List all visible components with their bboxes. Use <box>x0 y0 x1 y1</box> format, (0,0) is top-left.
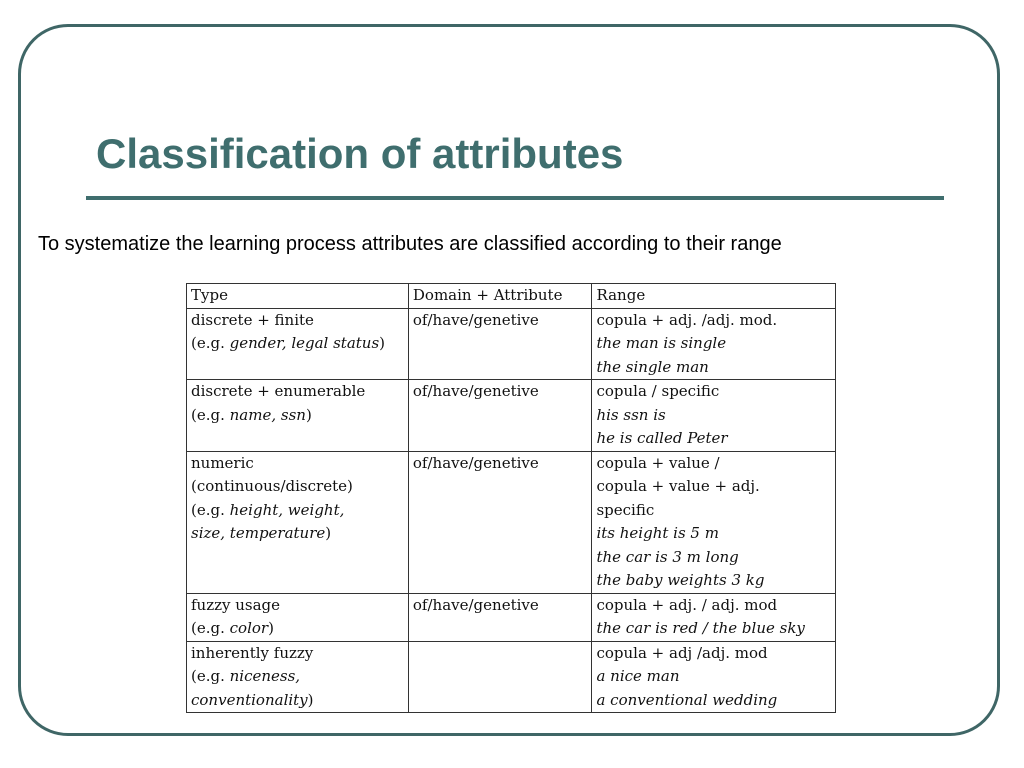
table-row <box>187 380 836 452</box>
range-example: the car is 3 m long <box>596 547 739 566</box>
title-underline <box>86 196 944 200</box>
type-example-line <box>191 522 404 546</box>
example-text: color <box>229 619 269 637</box>
range-line: specific <box>596 500 655 519</box>
example-text: niceness, <box>229 667 301 685</box>
table-row <box>187 451 836 593</box>
example-suffix: ) <box>307 690 314 709</box>
type-line: inherently fuzzy <box>191 643 314 662</box>
type-example-line <box>191 404 404 428</box>
type-cell <box>187 641 409 713</box>
range-example: a conventional wedding <box>596 690 778 709</box>
range-cell <box>592 308 836 380</box>
range-line: copula + adj. /adj. mod. <box>596 310 778 329</box>
example-text: height, weight, <box>229 500 345 519</box>
range-example: he is called Peter <box>596 429 728 447</box>
example-prefix: (e.g. <box>191 334 230 352</box>
example-suffix: ) <box>268 619 274 637</box>
type-line: (continuous/discrete) <box>191 477 353 495</box>
example-text: gender, legal status <box>229 334 380 352</box>
type-example-line <box>191 617 404 641</box>
range-example: the man is single <box>596 334 727 352</box>
example-prefix: (e.g. <box>191 405 230 424</box>
type-line: discrete + finite <box>191 310 314 329</box>
domain-cell: of/have/genetive <box>408 451 592 593</box>
table-row <box>187 641 836 713</box>
range-cell <box>592 451 836 593</box>
table-row <box>187 593 836 641</box>
type-line: fuzzy usage <box>191 595 281 614</box>
header-domain-attribute: Domain + Attribute <box>408 284 592 309</box>
slide-title: Classification of attributes <box>96 130 624 177</box>
range-cell <box>592 641 836 713</box>
example-prefix: (e.g. <box>191 667 230 685</box>
domain-cell <box>408 641 592 713</box>
header-range: Range <box>592 284 836 309</box>
domain-cell: of/have/genetive <box>408 308 592 380</box>
example-text: conventionality <box>191 690 308 709</box>
type-example-line <box>191 499 404 523</box>
slide-subtitle: To systematize the learning process attributes are classified according to their range <box>38 233 782 255</box>
domain-cell: of/have/genetive <box>408 593 592 641</box>
type-example-line <box>191 665 404 689</box>
range-example: the single man <box>596 357 709 376</box>
example-suffix: ) <box>379 334 386 352</box>
range-example: its height is 5 m <box>596 524 719 542</box>
table-header-row <box>187 284 836 309</box>
range-line: copula + value / <box>596 453 720 472</box>
range-cell <box>592 593 836 641</box>
example-suffix: ) <box>325 524 332 542</box>
type-line: numeric <box>191 453 254 472</box>
type-cell <box>187 451 409 593</box>
table-row <box>187 308 836 380</box>
range-line: copula + value + adj. <box>596 477 760 495</box>
range-line: copula + adj /adj. mod <box>596 643 768 662</box>
attribute-classification-table <box>186 283 836 713</box>
range-example: his ssn is <box>596 405 666 424</box>
range-example: a nice man <box>596 667 680 685</box>
example-suffix: ) <box>305 405 312 424</box>
type-example-line <box>191 332 404 356</box>
header-type: Type <box>187 284 409 309</box>
type-cell <box>187 593 409 641</box>
example-prefix: (e.g. <box>191 500 230 519</box>
range-example: the baby weights 3 kg <box>596 571 765 589</box>
domain-cell: of/have/genetive <box>408 380 592 452</box>
range-line: copula / specific <box>596 382 720 400</box>
type-cell <box>187 380 409 452</box>
range-cell <box>592 380 836 452</box>
example-text: name, ssn <box>229 405 306 424</box>
example-prefix: (e.g. <box>191 619 230 637</box>
range-line: copula + adj. / adj. mod <box>596 595 778 614</box>
type-line: discrete + enumerable <box>191 382 366 400</box>
type-cell <box>187 308 409 380</box>
example-text: size, temperature <box>191 524 326 542</box>
range-example: the car is red / the blue sky <box>596 619 805 637</box>
type-example-line <box>191 689 404 713</box>
